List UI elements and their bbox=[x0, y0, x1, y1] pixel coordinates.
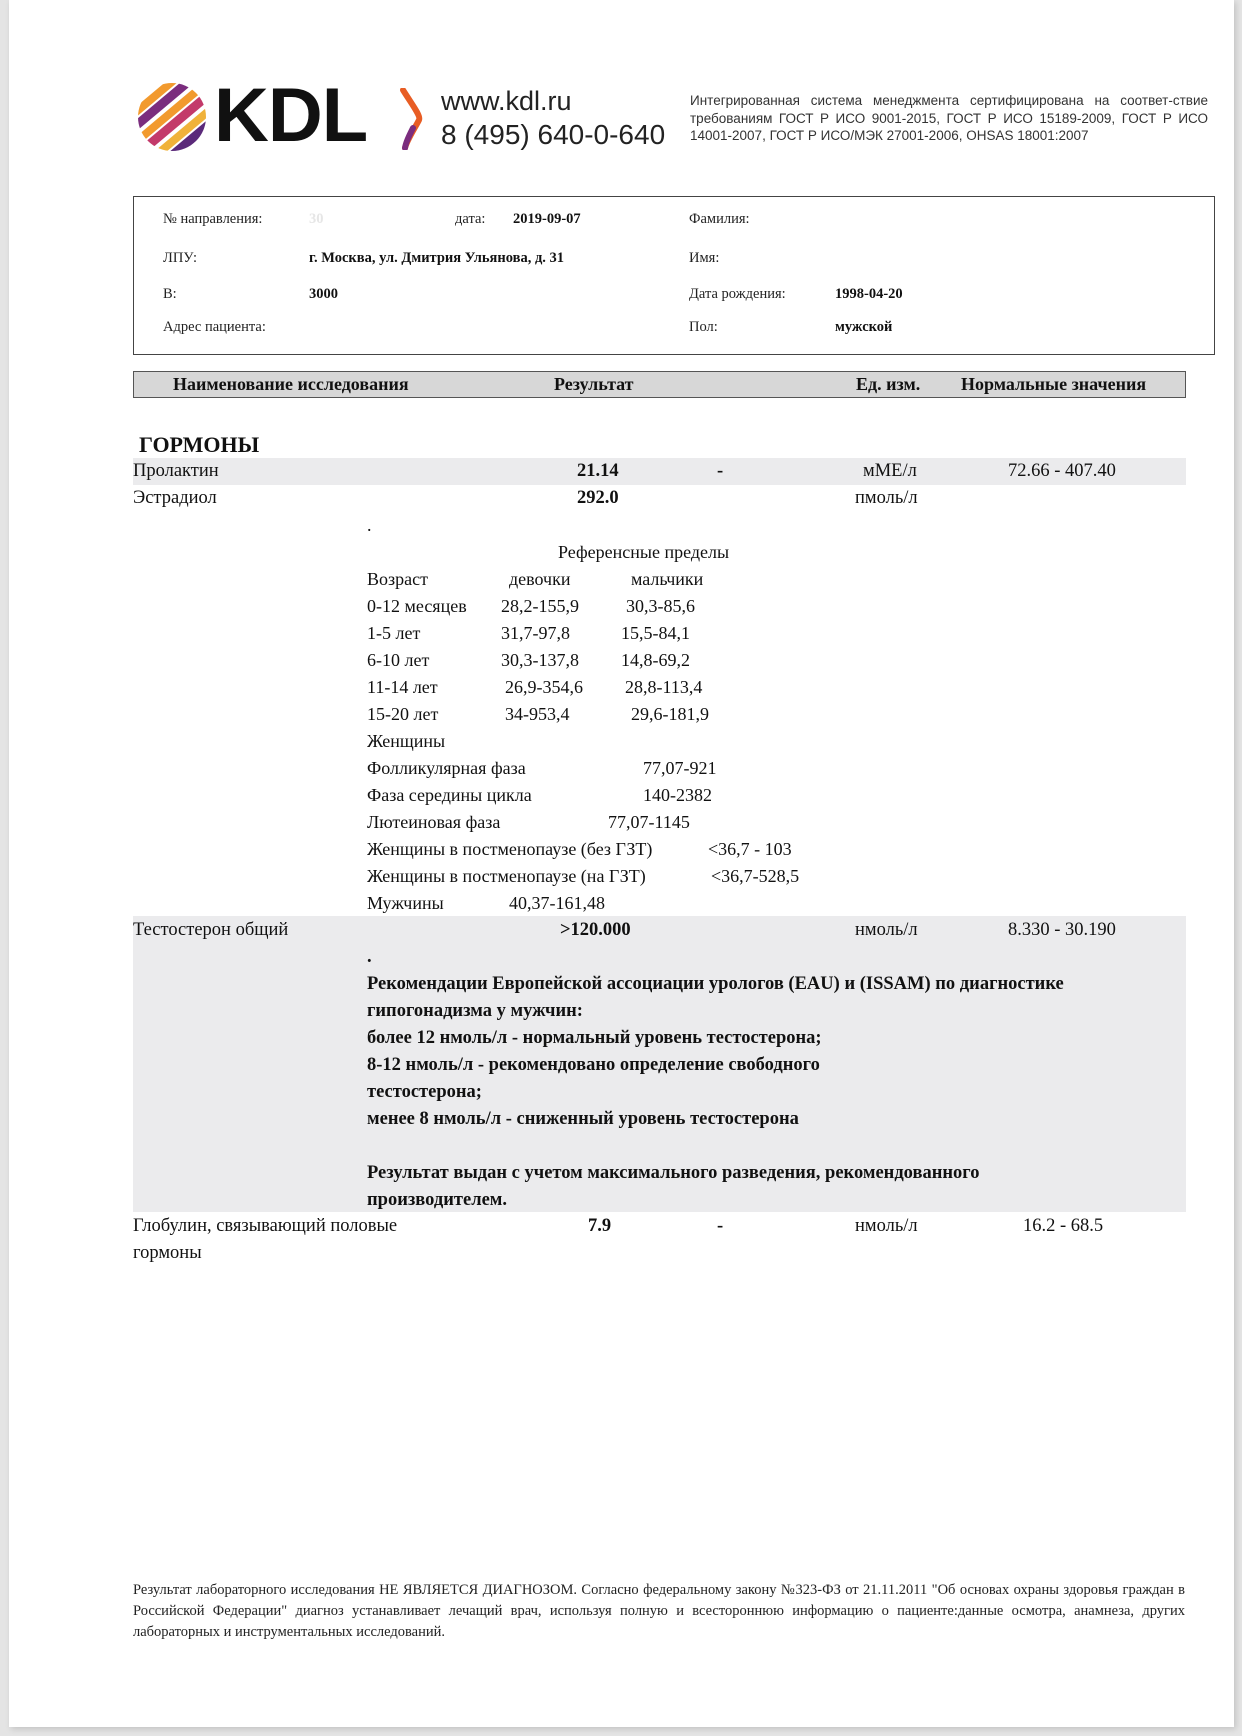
ref-col-boys: мальчики bbox=[631, 569, 704, 589]
ref-girls: 34-953,4 bbox=[505, 704, 570, 724]
ref-phase-label: Женщины в постменопаузе (на ГЗТ) bbox=[367, 866, 646, 886]
col-header-normal: Нормальные значения bbox=[961, 374, 1147, 394]
row-name: Пролактин bbox=[133, 461, 219, 481]
ref-women-label: Женщины bbox=[367, 731, 446, 751]
ref-phase-value: <36,7 - 103 bbox=[708, 839, 792, 859]
referral-label: № направления: bbox=[163, 211, 263, 227]
lpu-label: ЛПУ: bbox=[163, 250, 198, 266]
ref-age: 0-12 месяцев bbox=[367, 596, 467, 616]
note-line: производителем. bbox=[367, 1190, 508, 1210]
date-label: дата: bbox=[455, 211, 486, 227]
sex-value: мужской bbox=[835, 319, 893, 335]
ref-phase-value: 140-2382 bbox=[643, 785, 712, 805]
ref-boys: 29,6-181,9 bbox=[631, 704, 709, 724]
kdl-logo-icon bbox=[137, 82, 207, 152]
ref-phase-value: 77,07-921 bbox=[643, 758, 717, 778]
row-name: Тестостерон общий bbox=[133, 920, 289, 940]
note-line: более 12 нмоль/л - нормальный уровень тестостерона; bbox=[367, 1028, 822, 1048]
row-flag: - bbox=[717, 461, 724, 481]
ref-phase-label: Лютеиновая фаза bbox=[367, 812, 501, 832]
ref-boys: 15,5-84,1 bbox=[621, 623, 690, 643]
referral-value: 30 bbox=[309, 211, 324, 227]
ref-phase-value: 40,37-161,48 bbox=[509, 893, 605, 913]
ref-boys: 14,8-69,2 bbox=[621, 650, 690, 670]
ref-col-age: Возраст bbox=[367, 569, 428, 589]
ref-age: 6-10 лет bbox=[367, 650, 430, 670]
note-line: менее 8 нмоль/л - сниженный уровень тестостерона bbox=[367, 1109, 799, 1129]
ref-phase-label: Фаза середины цикла bbox=[367, 785, 532, 805]
note-line: тестостерона; bbox=[367, 1082, 482, 1102]
section-title: ГОРМОНЫ bbox=[139, 432, 260, 457]
address-label: Адрес пациента: bbox=[163, 319, 266, 335]
col-header-unit: Ед. изм. bbox=[856, 374, 921, 394]
ref-age: 1-5 лет bbox=[367, 623, 421, 643]
row-name: Эстрадиол bbox=[133, 488, 217, 508]
note-line: Рекомендации Европейской ассоциации урологов (EAU) и (ISSAM) по диагностике bbox=[367, 974, 1064, 994]
ref-phase-label: Фолликулярная фаза bbox=[367, 758, 526, 778]
ref-age: 15-20 лет bbox=[367, 704, 439, 724]
row-name: Глобулин, связывающий половые bbox=[133, 1216, 398, 1236]
row-name-cont: гормоны bbox=[133, 1243, 202, 1263]
website-link[interactable]: www.kdl.ru bbox=[441, 86, 572, 116]
ref-boys: 30,3-85,6 bbox=[626, 596, 695, 616]
lpu-value: г. Москва, ул. Дмитрия Ульянова, д. 31 bbox=[309, 250, 565, 266]
date-value: 2019-09-07 bbox=[513, 211, 581, 227]
row-unit: мМЕ/л bbox=[863, 461, 917, 481]
b-value: 3000 bbox=[309, 286, 338, 302]
sex-label: Пол: bbox=[689, 319, 718, 335]
row-normal: 8.330 - 30.190 bbox=[1008, 920, 1116, 940]
ref-phase-value: <36,7-528,5 bbox=[711, 866, 800, 886]
ref-girls: 30,3-137,8 bbox=[501, 650, 579, 670]
row-unit: нмоль/л bbox=[855, 1216, 918, 1236]
ref-age: 11-14 лет bbox=[367, 677, 438, 697]
col-header-result: Результат bbox=[554, 374, 634, 394]
note-dot: . bbox=[367, 947, 372, 967]
row-unit: нмоль/л bbox=[855, 920, 918, 940]
lab-report-page bbox=[9, 0, 1234, 1727]
ref-phase-label: Женщины в постменопаузе (без ГЗТ) bbox=[367, 839, 653, 859]
row-result: >120.000 bbox=[560, 920, 631, 940]
row-normal: 72.66 - 407.40 bbox=[1008, 461, 1116, 481]
ref-phase-value: 77,07-1145 bbox=[608, 812, 690, 832]
surname-label: Фамилия: bbox=[689, 211, 750, 227]
ref-title: Референсные пределы bbox=[558, 542, 730, 562]
note-line: Результат выдан с учетом максимального разведения, рекомендованного bbox=[367, 1163, 980, 1183]
ref-girls: 28,2-155,9 bbox=[501, 596, 579, 616]
row-normal: 16.2 - 68.5 bbox=[1023, 1216, 1104, 1236]
ref-girls: 31,7-97,8 bbox=[501, 623, 570, 643]
certification-text: Интегрированная система менеджмента сертифицирована на соответ-ствие требованиям ГОСТ Р ИСО 9001-2015, ГОСТ Р ИСО 15189-2009, ГОСТ Р ИСО 14001-2007, ГОСТ Р ИСО/МЭК 27001-2006, OHSAS 18001:2007 bbox=[690, 93, 1208, 143]
phone-number: 8 (495) 640-0-640 bbox=[441, 119, 666, 150]
b-label: В: bbox=[163, 286, 177, 302]
row-result: 292.0 bbox=[577, 488, 619, 508]
row-result: 7.9 bbox=[588, 1216, 612, 1236]
dob-value: 1998-04-20 bbox=[835, 286, 903, 302]
note-line: 8-12 нмоль/л - рекомендовано определение свободного bbox=[367, 1055, 820, 1075]
patient-info-box bbox=[133, 196, 1215, 355]
name-label: Имя: bbox=[689, 250, 720, 266]
row-result: 21.14 bbox=[577, 461, 619, 481]
chevron-right-icon bbox=[399, 88, 425, 150]
ref-phase-label: Мужчины bbox=[367, 893, 444, 913]
dob-label: Дата рождения: bbox=[689, 286, 786, 302]
ref-girls: 26,9-354,6 bbox=[505, 677, 583, 697]
ref-boys: 28,8-113,4 bbox=[625, 677, 703, 697]
ref-dot: . bbox=[367, 515, 372, 535]
logo-text: KDL bbox=[214, 73, 368, 158]
col-header-name: Наименование исследования bbox=[173, 374, 409, 394]
row-flag: - bbox=[717, 1216, 724, 1236]
note-line: гипогонадизма у мужчин: bbox=[367, 1001, 583, 1021]
ref-col-girls: девочки bbox=[509, 569, 571, 589]
row-unit: пмоль/л bbox=[855, 488, 918, 508]
footer-disclaimer: Результат лабораторного исследования НЕ ЯВЛЯЕТСЯ ДИАГНОЗОМ. Согласно федеральному закону №323-ФЗ от 21.11.2011 "Об основах охраны здоровья граждан в Российской Федерации" диагноз устанавливает лечащий врач, используя полную и всестороннюю информацию о пациенте:данные осмотра, анамнеза, других лабораторных и инструментальных исследований. bbox=[133, 1582, 1185, 1640]
